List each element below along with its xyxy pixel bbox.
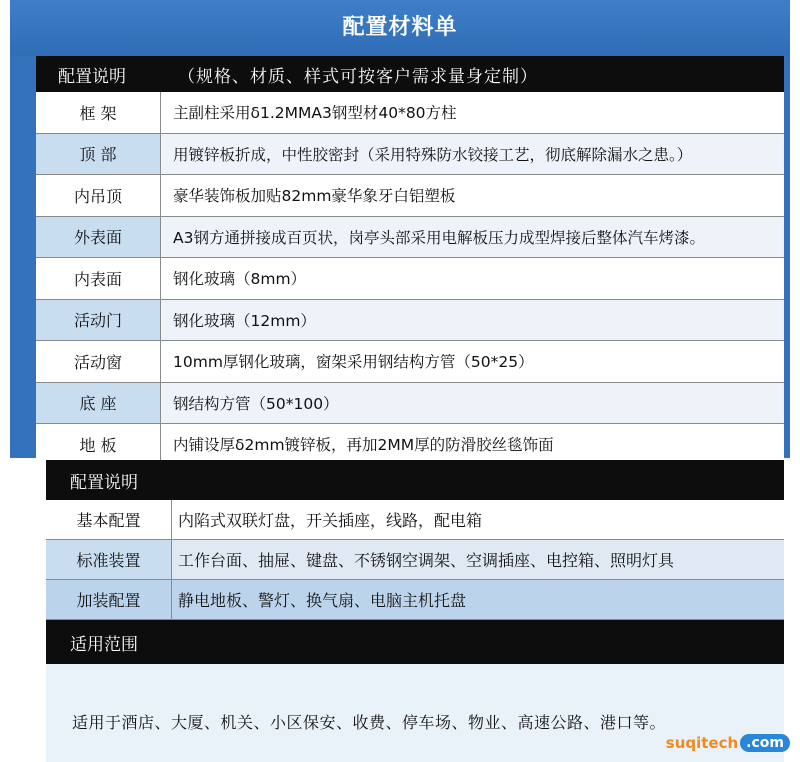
header-right-note: （规格、材质、样式可按客户需求量身定制） [178,66,538,87]
row-value: 钢化玻璃（8mm） [173,270,307,289]
table-row [36,217,784,259]
row-label: 地 板 [36,424,161,465]
row-value: 工作台面、抽屉、键盘、不锈钢空调架、空调插座、电控箱、照明灯具 [178,551,675,570]
table-row [46,500,784,540]
watermark-main: suqitech [665,734,739,752]
row-label: 活动窗 [36,341,161,382]
row-value: 静电地板、警灯、换气扇、电脑主机托盘 [178,591,467,610]
row-label: 活动门 [36,300,161,341]
row-label: 内吊顶 [36,175,161,216]
row-label: 标准装置 [46,540,172,579]
row-value: 钢结构方管（50*100） [161,383,784,424]
table-row [46,580,784,620]
row-label: 顶 部 [36,134,161,175]
row-label: 框 架 [36,92,161,133]
row-label: 内表面 [36,258,161,299]
config-table [36,56,784,465]
row-value: 钢化玻璃（12mm） [161,300,784,341]
row-value: 内铺设厚δ2mm镀锌板，再加2MM厚的防滑胶丝毯饰面 [173,436,554,455]
row-label: 基本配置 [46,500,172,539]
row-value: 内陷式双联灯盘，开关插座，线路，配电箱 [178,511,483,530]
watermark-domain: .com [740,734,790,752]
config-extras-table [46,500,784,620]
page-title: 配置材料单 [342,15,458,40]
row-value: 主副柱采用δ1.2MMA3钢型材40*80方柱 [173,104,457,123]
table-row [36,134,784,176]
section2-header: 配置说明 [46,460,784,500]
row-value: 10mm厚钢化玻璃，窗架采用钢结构方管（50*25） [173,353,534,372]
table-row [36,92,784,134]
table-row [36,258,784,300]
row-value: A3钢方通拼接成百页状，岗亭头部采用电解板压力成型焊接后整体汽车烤漆。 [161,217,784,258]
table-row [36,383,784,425]
table-row [46,540,784,580]
row-label: 加装配置 [46,580,172,619]
scope-text: 适用于酒店、大厦、机关、小区保安、收费、停车场、物业、高速公路、港口等。 [72,713,667,732]
header-left-label: 配置说明 [58,66,126,87]
table-row [36,175,784,217]
table-row [36,341,784,383]
table-row [36,300,784,342]
scope-header: 适用范围 [46,620,784,664]
left-blue-border [10,56,36,458]
table-row [36,424,784,465]
watermark-logo [666,734,790,752]
row-value: 豪华装饰板加贴82mm豪华象牙白铝塑板 [173,187,456,206]
row-value: 用镀锌板折成，中性胶密封（采用特殊防水铰接工艺，彻底解除漏水之患。） [161,134,784,175]
config-table-header [36,56,784,92]
row-label: 外表面 [36,217,161,258]
row-label: 底 座 [36,383,161,424]
